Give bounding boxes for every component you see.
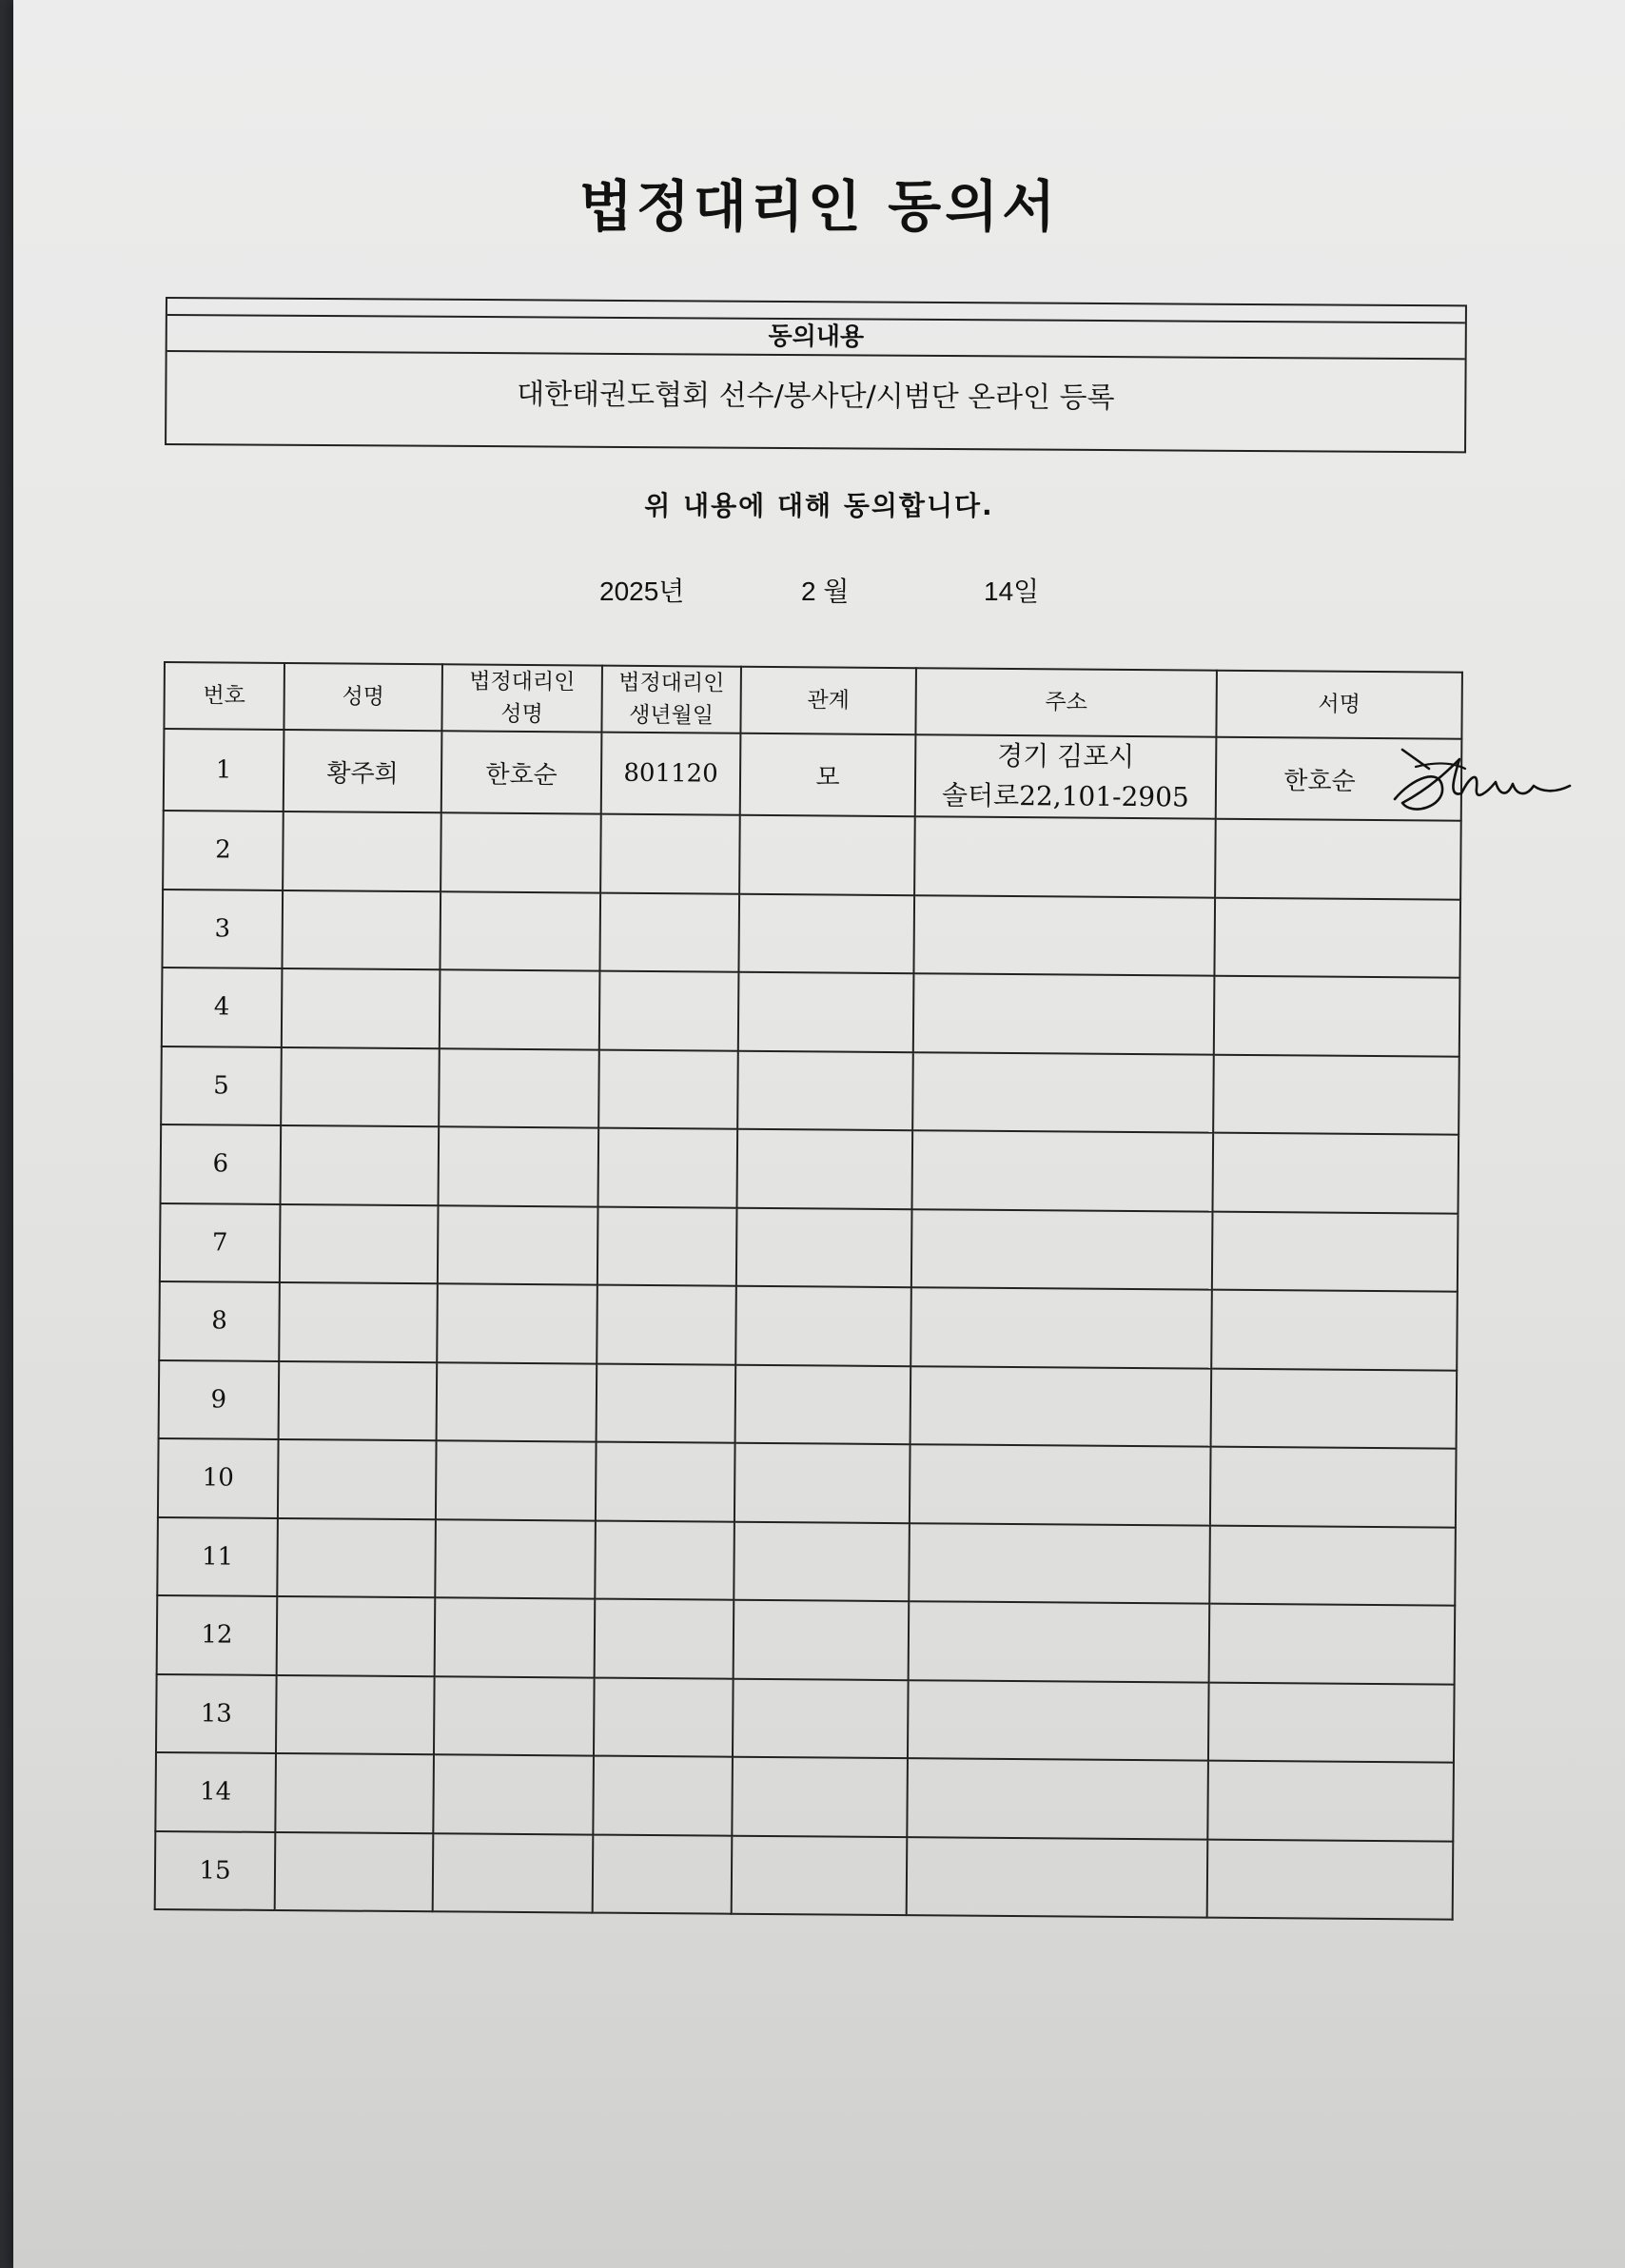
cell-no: 8 xyxy=(159,1281,280,1360)
address-line1: 경기 김포시 xyxy=(997,739,1135,773)
cell-no: 10 xyxy=(158,1438,279,1517)
date-month: 2 월 xyxy=(801,577,850,606)
cell-guardian-birth: 801120 xyxy=(601,733,741,815)
agreement-statement: 위 내용에 대해 동의합니다. xyxy=(644,490,994,521)
handwritten-signature-icon xyxy=(1374,740,1574,826)
consent-content: 대한태권도협회 선수/봉사단/시범단 온라인 등록 xyxy=(517,378,1115,416)
cell-no: 12 xyxy=(157,1595,278,1674)
table-row xyxy=(162,968,1460,1056)
cell-no: 11 xyxy=(157,1516,278,1595)
cell-no: 13 xyxy=(156,1673,277,1752)
cell-no: 3 xyxy=(162,890,283,968)
header-relation: 관계 xyxy=(740,667,916,734)
table-row xyxy=(156,1673,1455,1762)
consent-heading: 동의내용 xyxy=(167,314,1465,360)
cell-no: 1 xyxy=(164,729,284,811)
cell-name: 황주희 xyxy=(284,730,442,812)
date-day: 14일 xyxy=(984,577,1040,606)
cell-no: 6 xyxy=(161,1124,282,1203)
header-guardian-birth-line2: 생년월일 xyxy=(629,702,715,729)
cell-no: 15 xyxy=(155,1830,276,1909)
consent-box xyxy=(165,297,1467,453)
header-no: 번호 xyxy=(164,662,284,730)
header-guardian-name xyxy=(441,664,602,732)
header-guardian-name-line2: 성명 xyxy=(500,701,543,728)
table-row xyxy=(162,890,1460,978)
cell-no: 4 xyxy=(162,968,283,1046)
table-row xyxy=(164,729,1462,821)
cell-relation: 모 xyxy=(740,733,916,816)
address-line2: 솔터로22,101-2905 xyxy=(941,779,1189,813)
header-guardian-birth xyxy=(601,666,741,733)
cell-no: 7 xyxy=(160,1202,281,1281)
table-row xyxy=(160,1202,1459,1291)
table-row xyxy=(157,1595,1456,1684)
table-row xyxy=(157,1516,1456,1605)
table-header-row xyxy=(164,662,1462,739)
table-row xyxy=(163,811,1461,899)
cell-address xyxy=(915,734,1217,818)
table-row xyxy=(159,1281,1458,1370)
table-row xyxy=(159,1359,1458,1448)
cell-no: 5 xyxy=(161,1046,282,1124)
document-title: 법정대리인 동의서 xyxy=(578,174,1060,239)
table-row xyxy=(161,1124,1459,1213)
header-guardian-name-line1: 법정대리인 xyxy=(469,669,576,695)
signature-name: 한호순 xyxy=(1283,766,1356,796)
cell-no: 2 xyxy=(163,811,284,890)
cell-guardian-name: 한호순 xyxy=(441,731,602,813)
header-address: 주소 xyxy=(915,668,1217,736)
header-name: 성명 xyxy=(284,663,442,731)
cell-no: 14 xyxy=(155,1752,276,1831)
date-year: 2025년 xyxy=(599,577,685,606)
table-row xyxy=(155,1830,1454,1919)
document-page xyxy=(13,0,1625,2268)
guardian-table-wrapper xyxy=(154,661,1463,1921)
cell-no: 9 xyxy=(159,1359,280,1438)
table-row xyxy=(161,1046,1459,1134)
table-row xyxy=(158,1438,1457,1527)
guardian-table xyxy=(154,661,1463,1921)
header-guardian-birth-line1: 법정대리인 xyxy=(618,670,725,696)
table-row xyxy=(155,1752,1454,1841)
header-signature: 서명 xyxy=(1216,671,1462,739)
